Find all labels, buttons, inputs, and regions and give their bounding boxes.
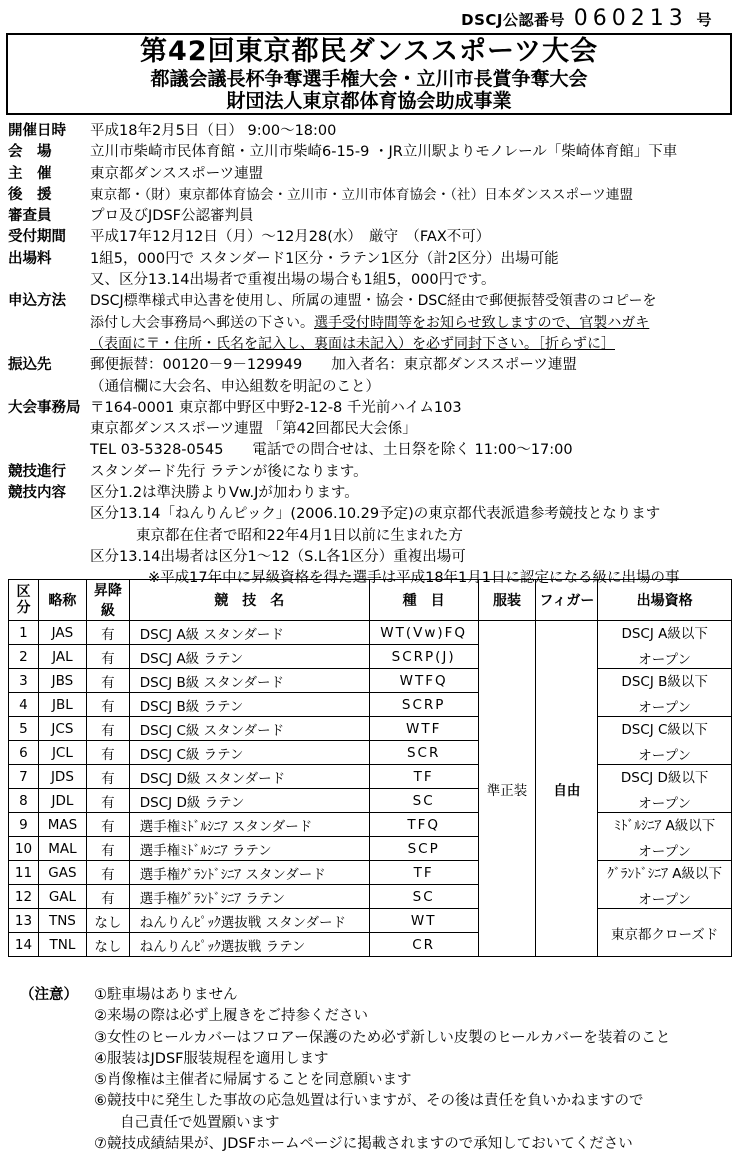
cell-code: TNL bbox=[38, 933, 86, 957]
cell-dances: CR bbox=[369, 933, 478, 957]
cell-kubun: 4 bbox=[9, 693, 39, 717]
value-office: 〒164-0001 東京都中野区中野2-12-8 千光前ハイム103 bbox=[90, 399, 462, 416]
header-qual: 出場資格 bbox=[598, 580, 732, 621]
info-section bbox=[8, 121, 732, 590]
qual-line-a: DSCJ D級以下 bbox=[620, 769, 709, 786]
note-item-5: ⑤肖像権は主催者に帰属することを同意願います bbox=[94, 1072, 412, 1089]
cell-code: JBS bbox=[38, 669, 86, 693]
cell-name: DSCJ B級 ラテン bbox=[129, 693, 369, 717]
cell-kubun: 2 bbox=[9, 645, 39, 669]
header-code: 略称 bbox=[38, 580, 86, 621]
cell-name: DSCJ C級 ラテン bbox=[129, 741, 369, 765]
table-header-row bbox=[9, 580, 732, 621]
cell-name: DSCJ D級 スタンダード bbox=[129, 765, 369, 789]
label-period: 受付期間 bbox=[8, 229, 66, 246]
cell-dances: TFQ bbox=[369, 813, 478, 837]
cell-kubun: 1 bbox=[9, 621, 39, 645]
value-content-line5: ※平成17年中に昇級資格を得た選手は平成18年1月1日に認定になる級に出場の事 bbox=[148, 570, 680, 587]
cell-qual bbox=[598, 621, 732, 669]
label-transfer: 振込先 bbox=[8, 357, 52, 374]
value-progress: スタンダード先行 ラテンが後になります。 bbox=[90, 463, 368, 480]
cell-promo: なし bbox=[86, 933, 129, 957]
info-host bbox=[8, 164, 732, 185]
value-support: 東京都・（財）東京都体育協会・立川市・立川市体育協会・（社）日本ダンススポーツ連盟 bbox=[90, 186, 633, 203]
cell-promo: 有 bbox=[86, 717, 129, 741]
table-row bbox=[9, 669, 732, 693]
cell-promo: 有 bbox=[86, 765, 129, 789]
cert-suffix: 号 bbox=[696, 11, 712, 29]
header-dress: 服装 bbox=[478, 580, 536, 621]
cell-promo: 有 bbox=[86, 669, 129, 693]
events-table bbox=[8, 579, 732, 957]
cell-promo: 有 bbox=[86, 693, 129, 717]
qual-line-a: DSCJ C級以下 bbox=[621, 721, 708, 738]
cell-code: GAS bbox=[38, 861, 86, 885]
cell-kubun: 7 bbox=[9, 765, 39, 789]
notes-section bbox=[20, 985, 670, 1155]
note-item-7: ⑦競技成績結果が、JDSFホームページに掲載されますので承知しておいてください bbox=[94, 1136, 633, 1153]
cell-kubun: 14 bbox=[9, 933, 39, 957]
value-judges: プロ及びJDSF公認審判員 bbox=[90, 208, 254, 225]
cell-dances: SCR bbox=[369, 741, 478, 765]
cell-promo: 有 bbox=[86, 741, 129, 765]
cert-number: 060213 bbox=[573, 6, 688, 31]
cell-dances: WTF bbox=[369, 717, 478, 741]
value-transfer-line2: （通信欄に大会名、申込組数を明記のこと） bbox=[90, 378, 380, 395]
header-figure: フィガー bbox=[536, 580, 598, 621]
cell-dances: WT bbox=[369, 909, 478, 933]
cell-code: JDS bbox=[38, 765, 86, 789]
label-progress: 競技進行 bbox=[8, 463, 66, 480]
note-item-4: ④服装はJDSF服装規程を適用します bbox=[94, 1050, 329, 1067]
cell-qual bbox=[598, 717, 732, 765]
qual-line-a: DSCJ A級以下 bbox=[621, 625, 708, 642]
label-judges: 審査員 bbox=[8, 208, 52, 225]
cell-code: JBL bbox=[38, 693, 86, 717]
info-judges bbox=[8, 206, 732, 227]
cell-promo: 有 bbox=[86, 621, 129, 645]
value-venue: 立川市柴崎市民体育館・立川市柴崎6-15-9 ・JR立川駅よりモノレール「柴崎体育館」下車 bbox=[90, 144, 678, 161]
header-dances: 種 目 bbox=[369, 580, 478, 621]
info-content bbox=[8, 483, 732, 504]
cell-name: 選手権ﾐﾄﾞﾙｼﾆｱ スタンダード bbox=[129, 813, 369, 837]
cell-name: DSCJ D級 ラテン bbox=[129, 789, 369, 813]
header-name: 競 技 名 bbox=[129, 580, 369, 621]
apply-line2b: 選手受付時間等をお知らせ致しますので、官製ハガキ bbox=[314, 314, 650, 331]
cell-qual bbox=[598, 909, 732, 957]
qual-line-a: ﾐﾄﾞﾙｼﾆｱ A級以下 bbox=[614, 817, 716, 834]
value-content-line2: 区分13.14「ねんりんピック」(2006.10.29予定)の東京都代表派遣参考競技となります bbox=[90, 506, 661, 523]
label-venue: 会 場 bbox=[8, 144, 52, 161]
note-item-3: ③女性のヒールカバーはフロアー保護のため必ず新しい皮製のヒールカバーを装着のこと bbox=[94, 1029, 671, 1046]
table-row bbox=[9, 909, 732, 933]
main-title: 第42回東京都民ダンススポーツ大会 bbox=[140, 36, 598, 67]
cert-label: DSCJ公認番号 bbox=[461, 11, 566, 29]
cell-name: ねんりんﾋﾟｯｸ選抜戦 ラテン bbox=[129, 933, 369, 957]
cell-code: MAL bbox=[38, 837, 86, 861]
cell-qual bbox=[598, 765, 732, 813]
qual-line-b: オープン bbox=[638, 747, 692, 764]
value-office-line2: 東京都ダンススポーツ連盟 「第42回都民大会係」 bbox=[90, 421, 417, 438]
cell-name: DSCJ C級 スタンダード bbox=[129, 717, 369, 741]
cell-promo: 有 bbox=[86, 645, 129, 669]
table-row bbox=[9, 813, 732, 837]
value-apply-line2 bbox=[8, 313, 732, 334]
cell-kubun: 9 bbox=[9, 813, 39, 837]
value-date: 平成18年2月5日（日） 9:00～18:00 bbox=[90, 123, 337, 139]
cell-dances: SCRP bbox=[369, 693, 478, 717]
cell-promo: 有 bbox=[86, 813, 129, 837]
value-host: 東京都ダンススポーツ連盟 bbox=[90, 165, 264, 182]
cell-code: JAL bbox=[38, 645, 86, 669]
cell-dances: TF bbox=[369, 765, 478, 789]
subtitle-1: 都議会議長杯争奪選手権大会・立川市長賞争奪大会 bbox=[150, 68, 588, 90]
cell-name: DSCJ B級 スタンダード bbox=[129, 669, 369, 693]
info-date bbox=[8, 121, 732, 142]
qual-line-b: オープン bbox=[638, 843, 692, 860]
qual-line-b: オープン bbox=[638, 699, 692, 716]
value-fee-line2: 又、区分13.14出場者で重複出場の場合も1組5，000円です。 bbox=[90, 272, 496, 289]
cell-code: TNS bbox=[38, 909, 86, 933]
cell-dances: TF bbox=[369, 861, 478, 885]
notes-label: （注意） bbox=[20, 987, 78, 1003]
cell-code: JCS bbox=[38, 717, 86, 741]
cell-code: MAS bbox=[38, 813, 86, 837]
cell-dances: WTFQ bbox=[369, 669, 478, 693]
value-period: 平成17年12月12日（月）～12月28(水） 厳守 （FAX不可） bbox=[90, 229, 491, 246]
value-content-line3: 東京都在住者で昭和22年4月1日以前に生まれた方 bbox=[136, 527, 463, 544]
events-table-body bbox=[9, 621, 732, 957]
cell-kubun: 8 bbox=[9, 789, 39, 813]
info-office bbox=[8, 398, 732, 419]
cell-promo: 有 bbox=[86, 885, 129, 909]
value-fee: 1組5，000円で スタンダード1区分・ラテン1区分（計2区分）出場可能 bbox=[90, 250, 559, 267]
cell-dances: SCP bbox=[369, 837, 478, 861]
table-row bbox=[9, 717, 732, 741]
cell-name: ねんりんﾋﾟｯｸ選抜戦 スタンダード bbox=[129, 909, 369, 933]
note-item-6b: 自己責任で処置願います bbox=[120, 1114, 280, 1131]
cell-name: 選手権ｸﾞﾗﾝﾄﾞｼﾆｱ ラテン bbox=[129, 885, 369, 909]
qual-line-a: ｸﾞﾗﾝﾄﾞｼﾆｱ A級以下 bbox=[607, 865, 723, 882]
info-transfer bbox=[8, 355, 732, 376]
cell-promo: 有 bbox=[86, 789, 129, 813]
cell-dances: SC bbox=[369, 789, 478, 813]
label-support: 後 援 bbox=[8, 186, 52, 203]
cell-dances: SCRP(J) bbox=[369, 645, 478, 669]
info-venue bbox=[8, 142, 732, 163]
label-fee: 出場料 bbox=[8, 250, 52, 267]
cell-kubun: 11 bbox=[9, 861, 39, 885]
info-apply bbox=[8, 291, 732, 312]
info-progress bbox=[8, 462, 732, 483]
cell-qual bbox=[598, 861, 732, 909]
title-box bbox=[6, 33, 732, 115]
cell-kubun: 6 bbox=[9, 741, 39, 765]
cell-code: JDL bbox=[38, 789, 86, 813]
cell-kubun: 3 bbox=[9, 669, 39, 693]
cell-name: DSCJ A級 ラテン bbox=[129, 645, 369, 669]
header-kubun: 区分 bbox=[9, 580, 39, 621]
cell-code: GAL bbox=[38, 885, 86, 909]
table-row bbox=[9, 621, 732, 645]
qual-line-b: オープン bbox=[638, 651, 692, 668]
qual-line-a: DSCJ B級以下 bbox=[621, 673, 708, 690]
cell-dances: SC bbox=[369, 885, 478, 909]
cell-qual bbox=[598, 813, 732, 861]
label-apply: 申込方法 bbox=[8, 293, 66, 310]
label-host: 主 催 bbox=[8, 165, 52, 182]
cell-name: 選手権ﾐﾄﾞﾙｼﾆｱ ラテン bbox=[129, 837, 369, 861]
cell-name: 選手権ｸﾞﾗﾝﾄﾞｼﾆｱ スタンダード bbox=[129, 861, 369, 885]
value-apply: DSCJ標準様式申込書を使用し、所属の連盟・協会・DSC経由で郵便振替受領書のコピーを bbox=[90, 293, 657, 310]
cell-kubun: 13 bbox=[9, 909, 39, 933]
cell-code: JAS bbox=[38, 621, 86, 645]
label-office: 大会事務局 bbox=[8, 399, 81, 416]
apply-line2a: 添付し大会事務局へ郵送の下さい。 bbox=[90, 314, 314, 331]
table-row bbox=[9, 765, 732, 789]
cell-promo: なし bbox=[86, 909, 129, 933]
cell-figure: 自由 bbox=[536, 621, 598, 957]
qual-line-b: オープン bbox=[638, 795, 692, 812]
qual-line-b: オープン bbox=[638, 891, 692, 908]
header-promo: 昇降級 bbox=[86, 580, 129, 621]
subtitle-2: 財団法人東京都体育協会助成事業 bbox=[226, 90, 512, 112]
value-transfer: 郵便振替：00120－9－129949 加入者名：東京都ダンススポーツ連盟 bbox=[90, 357, 577, 374]
cell-kubun: 10 bbox=[9, 837, 39, 861]
label-content: 競技内容 bbox=[8, 485, 66, 502]
cell-promo: 有 bbox=[86, 861, 129, 885]
label-date: 開催日時 bbox=[8, 123, 66, 139]
note-item-2: ②来場の際は必ず上履きをご持参ください bbox=[94, 1008, 368, 1025]
cell-name: DSCJ A級 スタンダード bbox=[129, 621, 369, 645]
value-content-line4: 区分13.14出場者は区分1～12（S.L各1区分）重複出場可 bbox=[90, 548, 466, 565]
info-support bbox=[8, 185, 732, 206]
cell-dances: WT(Vw)FQ bbox=[369, 621, 478, 645]
note-row-1 bbox=[20, 985, 670, 1006]
value-apply-line3: （表面に〒・住所・氏名を記入し、裏面は未記入）を必ず同封下さい。［折らずに］ bbox=[90, 335, 615, 352]
cell-qual bbox=[598, 669, 732, 717]
cell-code: JCL bbox=[38, 741, 86, 765]
cell-dress: 準正装 bbox=[478, 621, 536, 957]
cell-promo: 有 bbox=[86, 837, 129, 861]
cell-kubun: 12 bbox=[9, 885, 39, 909]
qual-line-a: 東京都クローズド bbox=[610, 926, 719, 943]
value-content: 区分1.2は準決勝よりVw.Jが加わります。 bbox=[90, 485, 359, 502]
value-office-line3: TEL 03-5328-0545 電話での問合せは、土日祭を除く 11:00～17:00 bbox=[90, 442, 573, 459]
cell-kubun: 5 bbox=[9, 717, 39, 741]
info-period bbox=[8, 227, 732, 248]
info-fee bbox=[8, 249, 732, 270]
note-item-1: ①駐車場はありません bbox=[94, 987, 238, 1003]
note-item-6: ⑥競技中に発生した事故の応急処置は行いますが、その後は責任を負いかねますので bbox=[94, 1093, 644, 1110]
table-row bbox=[9, 861, 732, 885]
certification-number bbox=[461, 6, 712, 31]
